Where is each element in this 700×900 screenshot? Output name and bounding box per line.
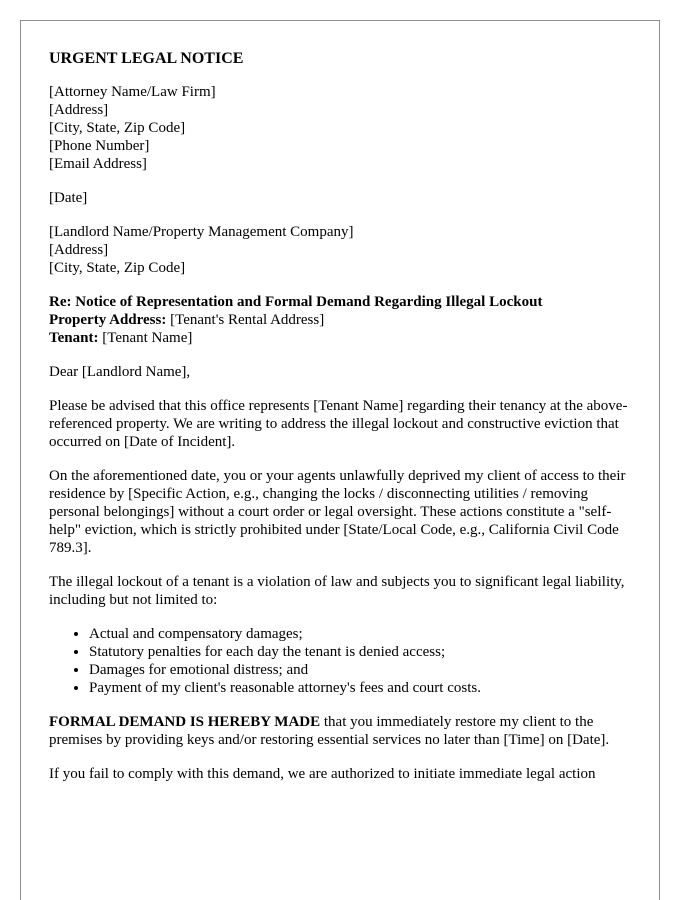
property-address-label: Property Address: bbox=[49, 312, 167, 328]
recipient-block bbox=[49, 223, 641, 277]
sender-email: [Email Address] bbox=[49, 156, 147, 172]
re-block bbox=[49, 293, 641, 347]
letter-date: [Date] bbox=[49, 190, 88, 206]
list-item: • Statutory penalties for each day the tenant is denied access; bbox=[89, 643, 641, 661]
recipient-address: [Address] bbox=[49, 242, 109, 258]
tenant-line bbox=[49, 329, 641, 347]
sender-phone: [Phone Number] bbox=[49, 138, 150, 154]
sender-name: [Attorney Name/Law Firm] bbox=[49, 84, 216, 100]
recipient-name: [Landlord Name/Property Management Company] bbox=[49, 224, 354, 240]
paragraph-lockout-facts: On the aforementioned date, you or your agents unlawfully deprived my client of access to their residence by [Specific Action, e.g., changing the locks / disconnecting utilities / removing personal belongings] without a court order or legal oversight. These actions constitute a "self-help" eviction, which is strictly prohibited under [State/Local Code, e.g., California Civil Code 789.3]. bbox=[49, 468, 626, 556]
tenant-label: Tenant: bbox=[49, 330, 99, 346]
paragraph-formal-demand bbox=[49, 713, 641, 749]
letter-content bbox=[49, 49, 641, 799]
sender-block bbox=[49, 83, 641, 173]
property-address-value: [Tenant's Rental Address] bbox=[166, 312, 325, 328]
re-subject: Re: Notice of Representation and Formal Demand Regarding Illegal Lockout bbox=[49, 294, 543, 310]
list-item: • Actual and compensatory damages; bbox=[89, 625, 641, 643]
formal-demand-heading: FORMAL DEMAND IS HEREBY MADE bbox=[49, 714, 321, 730]
recipient-city-state-zip: [City, State, Zip Code] bbox=[49, 260, 186, 276]
sender-address: [Address] bbox=[49, 102, 109, 118]
list-item: • Damages for emotional distress; and bbox=[89, 661, 641, 679]
paragraph-legal-action: If you fail to comply with this demand, we are authorized to initiate immediate legal action bbox=[49, 766, 596, 782]
notice-title: URGENT LEGAL NOTICE bbox=[49, 50, 244, 67]
damages-list bbox=[49, 625, 641, 697]
paragraph-liability: The illegal lockout of a tenant is a violation of law and subjects you to significant legal liability, including but not limited to: bbox=[49, 574, 625, 608]
salutation: Dear [Landlord Name], bbox=[49, 364, 191, 380]
letter-page bbox=[20, 20, 660, 900]
property-address-line bbox=[49, 311, 641, 329]
tenant-value: [Tenant Name] bbox=[98, 330, 193, 346]
paragraph-representation: Please be advised that this office represents [Tenant Name] regarding their tenancy at the above-referenced property. We are writing to address the illegal lockout and constructive eviction that occurred on [Date of Incident]. bbox=[49, 398, 628, 450]
list-item: • Payment of my client's reasonable attorney's fees and court costs. bbox=[89, 679, 641, 697]
formal-demand-text: that you immediately restore my client to the premises by providing keys and/or restoring essential services no later than [Time] on [Date]. bbox=[49, 714, 610, 748]
sender-city-state-zip: [City, State, Zip Code] bbox=[49, 120, 186, 136]
